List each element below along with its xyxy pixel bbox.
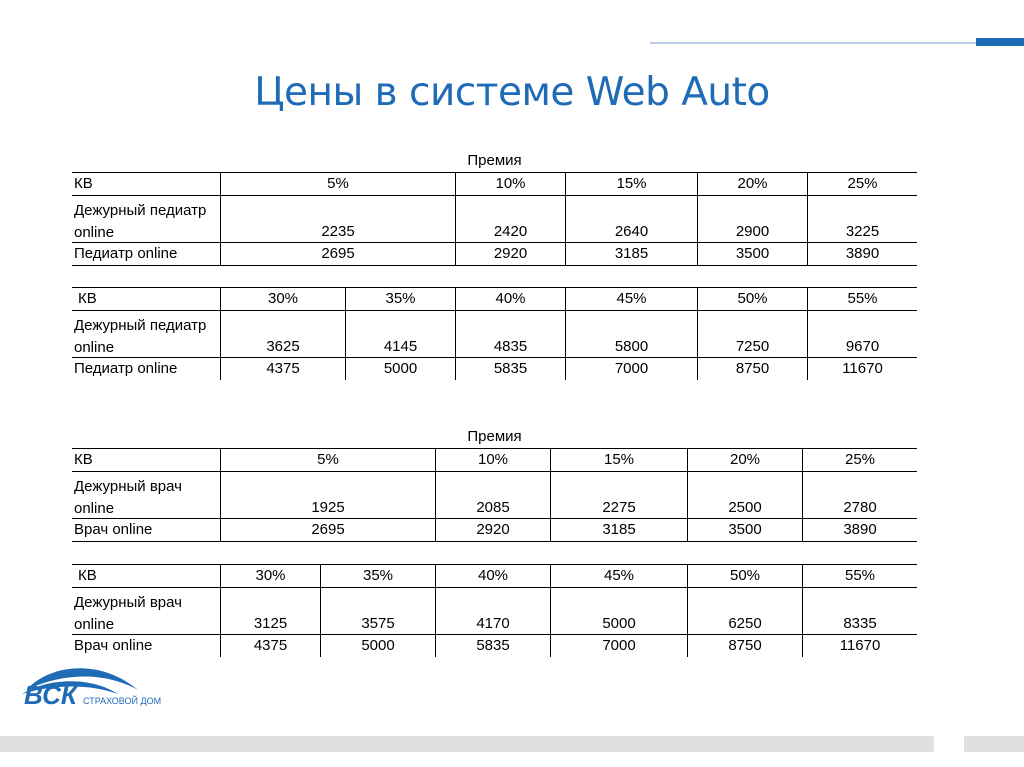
premium-caption-1: Премия [467,152,522,169]
price-cell: 8750 [687,635,802,657]
price-cell: 11670 [807,358,917,380]
price-cell: 6250 [687,588,802,634]
header-cell: 30% [220,565,320,587]
price-cell: 5000 [320,635,435,657]
row-label: Дежурный педиатр online [74,202,207,241]
price-cell: 4375 [220,358,345,380]
price-cell: 2640 [565,196,697,242]
price-cell: 3500 [697,243,807,265]
vsk-logo [20,660,210,720]
row-label: Педиатр online [74,245,178,262]
price-cell: 8750 [697,358,807,380]
row-label: Врач online [74,521,153,538]
table-row [72,243,917,266]
doctor-table-2 [72,564,917,657]
price-cell: 2420 [455,196,565,242]
row-label: Дежурный врач online [74,478,182,517]
table-header-row [72,564,917,588]
header-accent-line [650,42,976,44]
header-cell: 25% [802,449,917,471]
price-cell: 3890 [802,519,917,541]
header-cell: 35% [320,565,435,587]
header-cell: 5% [220,173,455,195]
price-cell: 2275 [550,472,687,518]
table-row [72,311,917,358]
logo-brand-text: ВСК [24,680,77,710]
doctor-table-1 [72,448,917,542]
header-cell: 25% [807,173,917,195]
vsk-logo-mark [20,660,210,720]
price-cell: 5800 [565,311,697,357]
row-label: Врач online [74,637,153,654]
price-cell: 3185 [550,519,687,541]
header-cell: 15% [550,449,687,471]
price-cell: 11670 [802,635,917,657]
header-cell: 55% [807,288,917,310]
header-cell: 45% [550,565,687,587]
header-cell: 55% [802,565,917,587]
price-cell: 1925 [220,472,435,518]
header-cell: 40% [435,565,550,587]
header-cell: 15% [565,173,697,195]
table-row [72,472,917,519]
price-cell: 3185 [565,243,697,265]
price-cell: 5000 [345,358,455,380]
price-cell: 3225 [807,196,917,242]
table-row [72,519,917,542]
table-header-row [72,448,917,472]
price-cell: 7000 [565,358,697,380]
table-row [72,196,917,243]
price-cell: 7250 [697,311,807,357]
page-title: Цены в системе Web Auto [254,70,770,115]
header-cell: 5% [220,449,435,471]
header-cell: КВ [74,175,93,192]
price-cell: 5000 [550,588,687,634]
price-cell: 2695 [220,519,435,541]
price-cell: 7000 [550,635,687,657]
header-cell: 40% [455,288,565,310]
price-cell: 3575 [320,588,435,634]
footer-bar [0,736,934,752]
header-cell: 10% [455,173,565,195]
header-cell: 30% [220,288,345,310]
price-cell: 3500 [687,519,802,541]
price-cell: 3125 [220,588,320,634]
header-cell: 10% [435,449,550,471]
header-cell: КВ [74,451,93,468]
logo-tagline-text: СТРАХОВОЙ ДОМ [83,696,162,706]
header-cell: 20% [687,449,802,471]
price-cell: 2900 [697,196,807,242]
premium-caption-2: Премия [467,428,522,445]
header-cell: КВ [78,290,97,307]
price-cell: 8335 [802,588,917,634]
price-cell: 4145 [345,311,455,357]
price-cell: 2920 [455,243,565,265]
row-label: Дежурный педиатр online [74,317,207,356]
price-cell: 2780 [802,472,917,518]
table-header-row [72,287,917,311]
header-cell: 45% [565,288,697,310]
price-cell: 2695 [220,243,455,265]
price-cell: 5835 [455,358,565,380]
header-cell: КВ [78,567,97,584]
table-row [72,635,917,657]
price-cell: 2235 [220,196,455,242]
price-cell: 5835 [435,635,550,657]
header-accent-bar [976,38,1024,46]
row-label: Педиатр online [74,360,178,377]
table-header-row [72,172,917,196]
price-cell: 4375 [220,635,320,657]
price-cell: 2500 [687,472,802,518]
table-row [72,358,917,380]
header-cell: 50% [697,288,807,310]
table-row [72,588,917,635]
price-cell: 4835 [455,311,565,357]
row-label: Дежурный врач online [74,594,182,633]
price-cell: 3890 [807,243,917,265]
price-cell: 9670 [807,311,917,357]
price-cell: 2085 [435,472,550,518]
footer-bar-right [964,736,1024,752]
header-cell: 35% [345,288,455,310]
header-cell: 20% [697,173,807,195]
pediatr-table-1 [72,172,917,266]
header-cell: 50% [687,565,802,587]
price-cell: 2920 [435,519,550,541]
pediatr-table-2 [72,287,917,380]
price-cell: 3625 [220,311,345,357]
price-cell: 4170 [435,588,550,634]
